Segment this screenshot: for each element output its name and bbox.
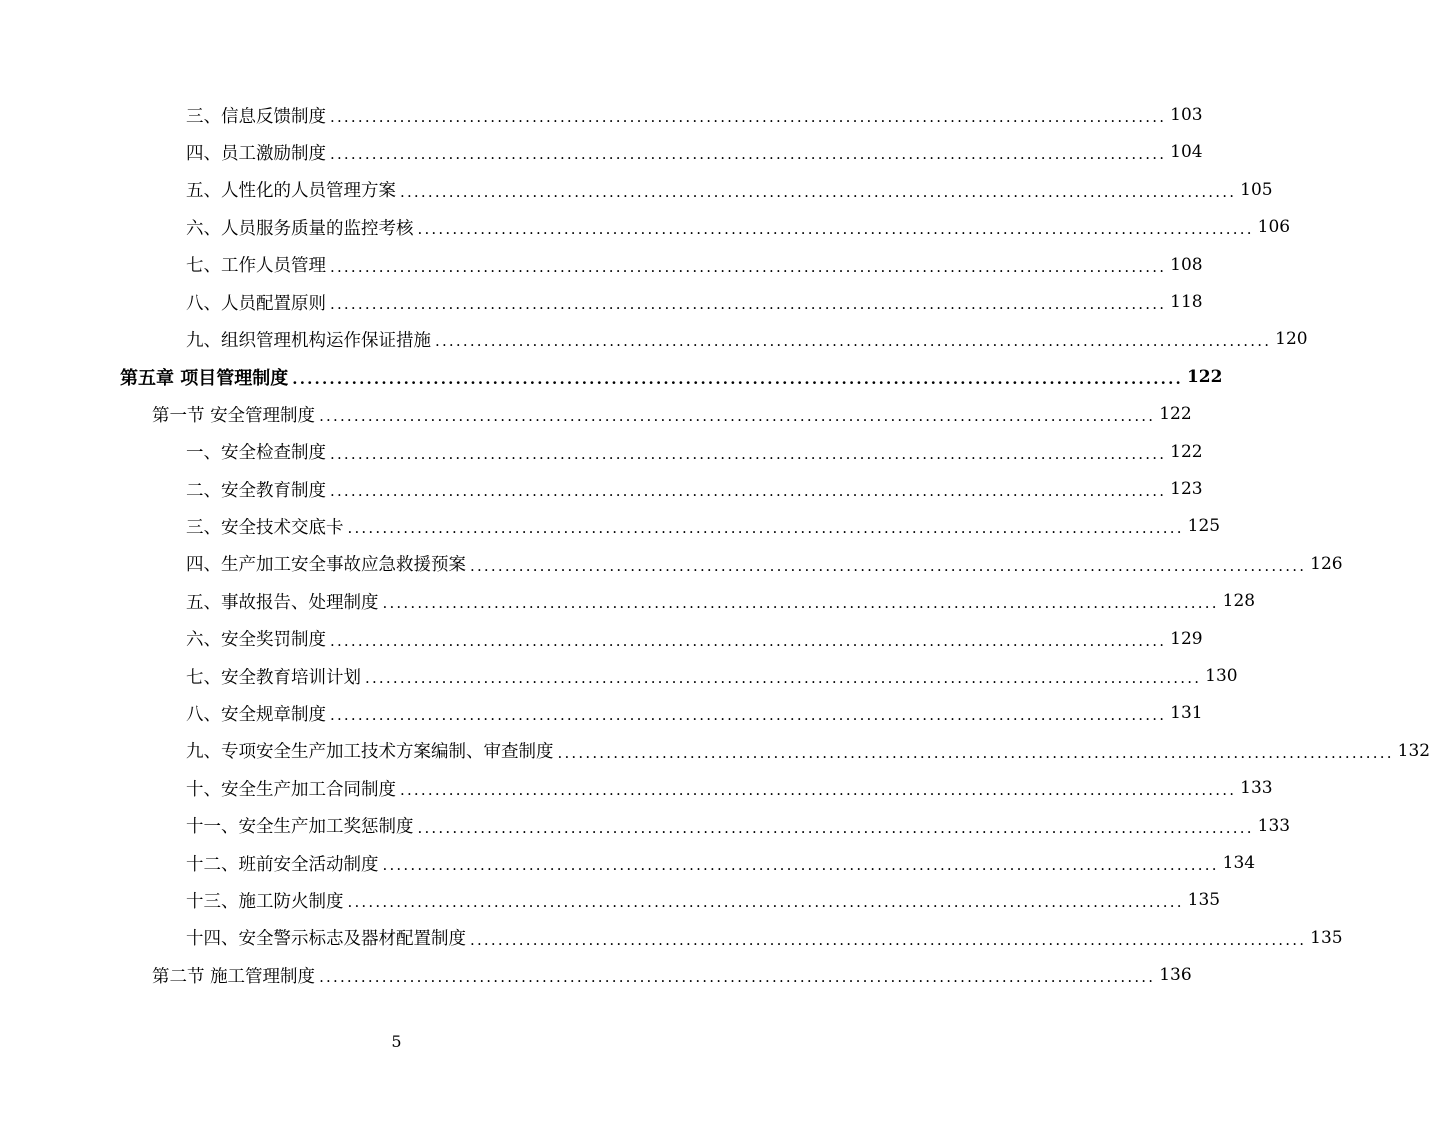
toc-entry-page: 122 [1170, 441, 1203, 462]
toc-dot-leader: ........................................................................................................................ [319, 968, 1156, 987]
toc-dot-leader: ........................................................................................................................ [330, 145, 1167, 164]
toc-entry-page: 136 [1159, 965, 1192, 986]
toc-entry[interactable] [186, 175, 1273, 205]
toc-entry[interactable] [152, 399, 1192, 429]
toc-dot-leader: ........................................................................................................................ [417, 220, 1254, 239]
toc-entry[interactable] [186, 773, 1273, 803]
toc-entry-title: 十、安全生产加工合同制度 [186, 779, 396, 800]
toc-dot-leader: ........................................................................................................................ [417, 818, 1254, 837]
toc-dot-leader: ........................................................................................................................ [382, 856, 1219, 874]
toc-entry[interactable] [186, 736, 1430, 766]
toc-entry-title: 一、安全检查制度 [186, 443, 326, 464]
toc-entry-page: 106 [1257, 217, 1291, 238]
toc-entry-page: 103 [1170, 105, 1203, 125]
toc-entry-page: 123 [1170, 479, 1203, 499]
toc-entry[interactable] [186, 287, 1203, 317]
toc-entry-title: 七、安全教育培训计划 [186, 667, 361, 688]
toc-entry[interactable] [186, 811, 1291, 841]
toc-dot-leader: ........................................................................................................................ [365, 669, 1202, 687]
toc-entry[interactable] [186, 624, 1203, 654]
toc-entry-title: 六、安全奖罚制度 [186, 630, 326, 651]
toc-entry[interactable] [186, 250, 1203, 280]
toc-entry-page: 132 [1397, 740, 1430, 761]
toc-entry[interactable] [186, 100, 1203, 130]
toc-entry[interactable] [152, 960, 1192, 990]
toc-dot-leader: ........................................................................................................................ [330, 295, 1167, 313]
toc-entry-page: 128 [1222, 591, 1256, 612]
toc-entry-title: 五、事故报告、处理制度 [186, 592, 379, 613]
toc-entry-page: 104 [1170, 142, 1203, 163]
toc-entry-page: 126 [1310, 553, 1343, 574]
toc-entry[interactable] [186, 137, 1203, 167]
toc-dot-leader: ........................................................................................................................ [382, 594, 1219, 613]
toc-entry-page: 108 [1170, 254, 1203, 275]
toc-entry-title: 八、人员配置原则 [186, 293, 326, 314]
toc-entry-title: 八、安全规章制度 [186, 704, 326, 725]
toc-entry[interactable] [186, 848, 1256, 878]
toc-entry[interactable] [186, 474, 1203, 504]
toc-dot-leader: ........................................................................................................................ [330, 482, 1167, 500]
toc-dot-leader: ........................................................................................................................ [330, 257, 1167, 276]
toc-entry-title: 第一节 安全管理制度 [152, 405, 316, 426]
toc-dot-leader: ........................................................................................................................ [400, 182, 1237, 201]
toc-dot-leader: ........................................................................................................................ [557, 743, 1394, 762]
toc-entry-title: 七、工作人员管理 [186, 256, 326, 277]
toc-entry-page: 130 [1205, 666, 1238, 686]
toc-entry-page: 122 [1186, 366, 1223, 387]
toc-entry[interactable] [186, 511, 1221, 541]
toc-entry[interactable] [186, 324, 1308, 354]
toc-entry-page: 135 [1310, 927, 1343, 948]
toc-entry-title: 十一、安全生产加工奖惩制度 [186, 817, 414, 838]
toc-entry[interactable] [186, 437, 1203, 467]
toc-entry-page: 125 [1187, 516, 1221, 537]
toc-entry-title: 十三、施工防火制度 [186, 891, 344, 912]
toc-dot-leader: ........................................................................................................................ [330, 108, 1167, 126]
toc-dot-leader: ........................................................................................................................ [330, 444, 1167, 463]
toc-dot-leader: ........................................................................................................................ [330, 706, 1167, 725]
toc-entry-title: 五、人性化的人员管理方案 [186, 181, 396, 202]
toc-dot-leader: ........................................................................................................................ [347, 519, 1184, 538]
toc-entry-title: 九、专项安全生产加工技术方案编制、审查制度 [186, 742, 554, 763]
toc-entry-title: 十四、安全警示标志及器材配置制度 [186, 929, 466, 950]
toc-entry-title: 三、安全技术交底卡 [186, 517, 344, 538]
toc-entry-page: 120 [1275, 329, 1308, 350]
toc-entry-title: 六、人员服务质量的监控考核 [186, 218, 414, 239]
toc-dot-leader: ........................................................................................................................ [292, 369, 1183, 388]
toc-entry-page: 133 [1240, 778, 1273, 799]
toc-entry-page: 131 [1170, 703, 1203, 724]
toc-entry-page: 133 [1257, 815, 1291, 836]
toc-entry-page: 118 [1170, 292, 1203, 312]
toc-entry[interactable] [186, 885, 1221, 915]
toc-entry-title: 第五章 项目管理制度 [120, 367, 289, 389]
toc-entry-page: 135 [1187, 890, 1221, 911]
toc-entry-title: 四、生产加工安全事故应急救援预案 [186, 555, 466, 576]
toc-entry-title: 四、员工激励制度 [186, 143, 326, 164]
toc-entry[interactable] [186, 661, 1238, 691]
toc-entry-page: 105 [1240, 179, 1273, 200]
toc-entry[interactable] [186, 586, 1256, 616]
toc-dot-leader: ........................................................................................................................ [330, 631, 1167, 650]
toc-entry-page: 129 [1170, 628, 1203, 649]
toc-entry-title: 第二节 施工管理制度 [152, 966, 316, 987]
toc-dot-leader: ........................................................................................................................ [435, 332, 1272, 351]
toc-dot-leader: ........................................................................................................................ [347, 893, 1184, 912]
toc-entry[interactable] [186, 698, 1203, 728]
toc-entry-page: 122 [1159, 404, 1192, 425]
toc-entry[interactable] [186, 923, 1343, 953]
toc-dot-leader: ........................................................................................................................ [470, 556, 1307, 575]
toc-dot-leader: ........................................................................................................................ [470, 930, 1307, 949]
toc-entry-title: 三、信息反馈制度 [186, 106, 326, 127]
toc-entry[interactable] [186, 212, 1291, 242]
toc-entry-title: 十二、班前安全活动制度 [186, 854, 379, 875]
toc-dot-leader: ........................................................................................................................ [400, 781, 1237, 800]
toc-dot-leader: ........................................................................................................................ [319, 407, 1156, 426]
toc-entry-page: 134 [1222, 853, 1256, 873]
toc-entry[interactable] [120, 362, 1223, 392]
toc-entry-title: 二、安全教育制度 [186, 480, 326, 501]
page-number: 5 [391, 1032, 402, 1051]
toc-entry-title: 九、组织管理机构运作保证措施 [186, 330, 431, 351]
toc-entry[interactable] [186, 549, 1343, 579]
